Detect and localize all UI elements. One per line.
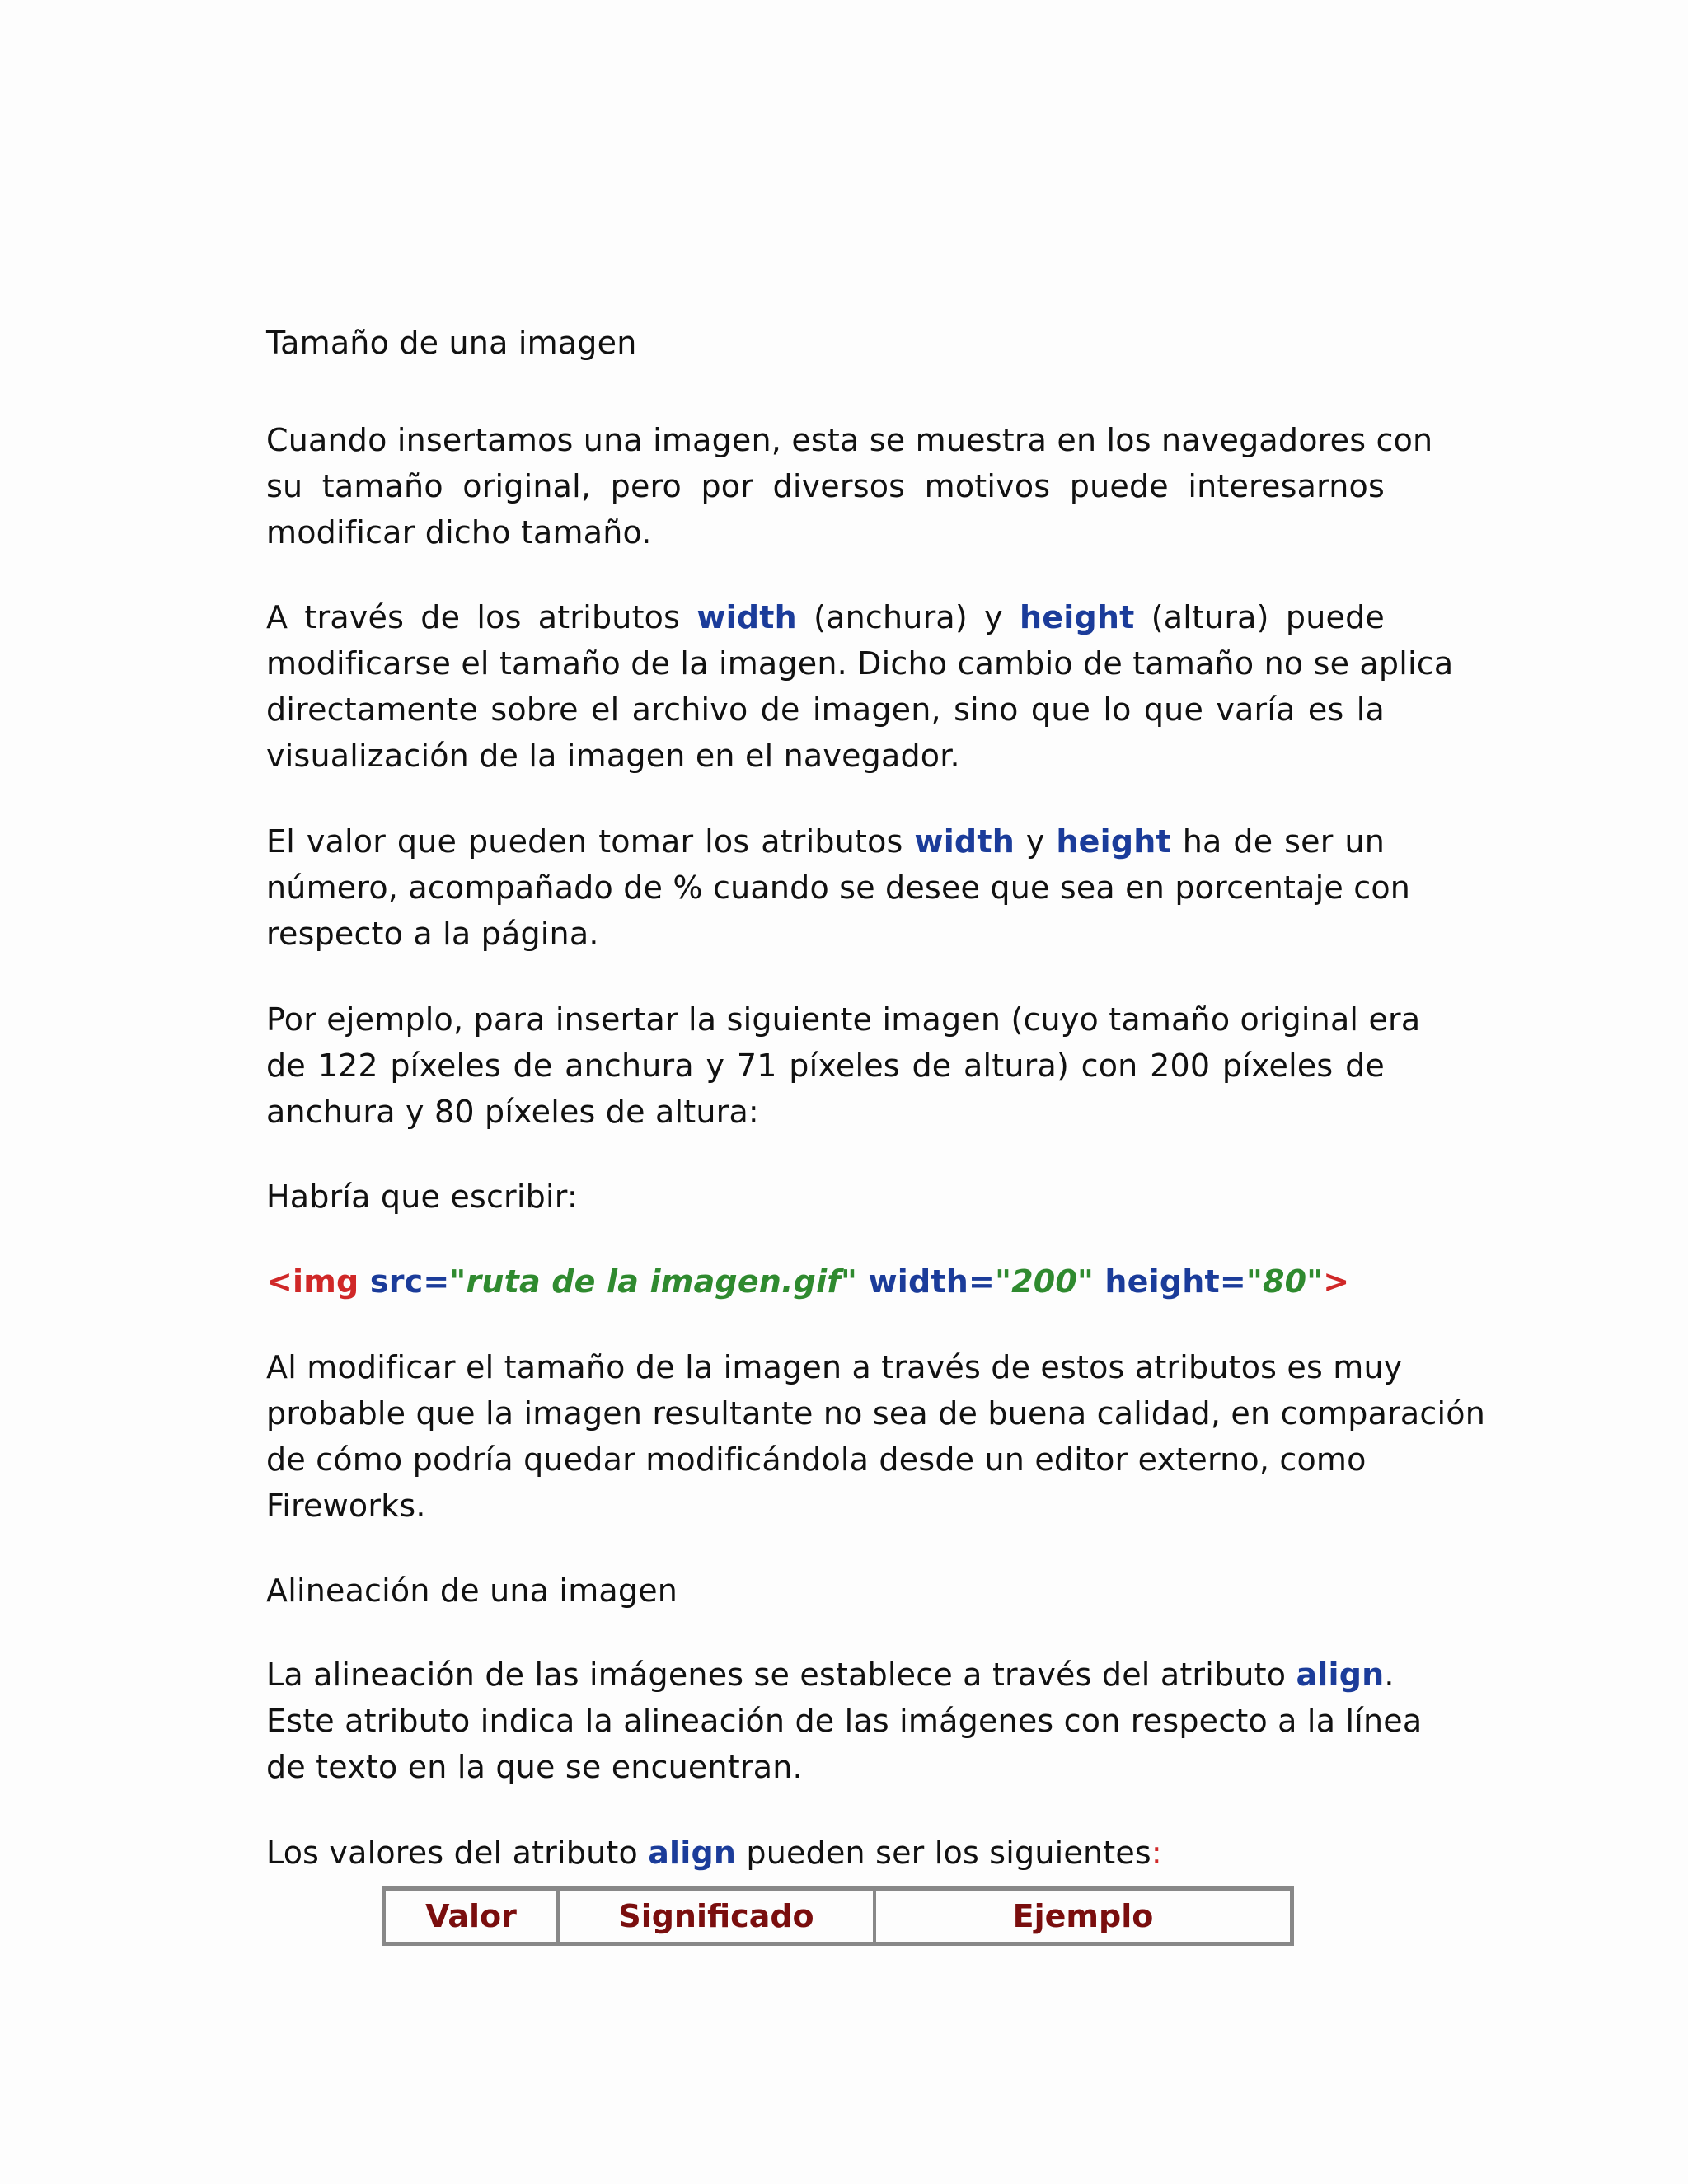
text-fragment: (altura) puede [1134, 599, 1385, 635]
paragraph-line: Habría que escribir: [266, 1179, 578, 1215]
heading-image-size: Tamaño de una imagen [266, 325, 637, 361]
text-fragment: La alineación de las imágenes se establece a través del atributo [266, 1657, 1296, 1693]
text-fragment: . [1384, 1657, 1395, 1693]
paragraph-line: respecto a la página. [266, 916, 599, 952]
keyword-align: align [1296, 1657, 1385, 1693]
paragraph-line: de 122 píxeles de anchura y 71 píxeles de altura) con 200 píxeles de [266, 1047, 1385, 1084]
paragraph-line: Por ejemplo, para insertar la siguiente imagen (cuyo tamaño original era [266, 1001, 1421, 1038]
text-fragment: pueden ser los siguientes [736, 1835, 1151, 1871]
code-tag-close: > [1323, 1263, 1350, 1300]
paragraph-line [266, 594, 1385, 640]
heading-image-alignment: Alineación de una imagen [266, 1572, 678, 1609]
paragraph-line [266, 1830, 1162, 1876]
text-fragment: ha de ser un [1170, 823, 1386, 860]
paragraph-line: visualización de la imagen en el navegador. [266, 738, 960, 774]
paragraph-line [266, 1652, 1395, 1698]
code-attr-height: height= [1094, 1263, 1246, 1300]
paragraph-line: su tamaño original, pero por diversos motivos puede interesarnos [266, 468, 1385, 504]
code-value-width: "200" [995, 1263, 1094, 1300]
keyword-align: align [648, 1835, 737, 1871]
table-header-significado: Significado [558, 1889, 874, 1943]
paragraph-line: número, acompañado de % cuando se desee que sea en porcentaje con [266, 869, 1411, 906]
text-fragment: Los valores del atributo [266, 1835, 649, 1871]
paragraph-line: Este atributo indica la alineación de las imágenes con respecto a la línea [266, 1703, 1423, 1739]
paragraph-line: Al modificar el tamaño de la imagen a través de estos atributos es muy [266, 1349, 1403, 1385]
table-header-row [384, 1889, 1292, 1943]
paragraph-line: directamente sobre el archivo de imagen, sino que lo que varía es la [266, 691, 1385, 728]
code-value-height: "80" [1245, 1263, 1324, 1300]
paragraph-line: anchura y 80 píxeles de altura: [266, 1094, 759, 1130]
text-fragment: A través de los atributos [266, 599, 697, 635]
paragraph-line [266, 818, 1385, 865]
table-header-ejemplo: Ejemplo [874, 1889, 1292, 1943]
keyword-width: width [914, 823, 1015, 860]
code-tag-open: <img [266, 1263, 359, 1300]
text-fragment: (anchura) y [796, 599, 1020, 635]
code-example [266, 1258, 1349, 1305]
text-fragment: El valor que pueden tomar los atributos [266, 823, 915, 860]
table-header-valor: Valor [384, 1889, 558, 1943]
paragraph-line: modificar dicho tamaño. [266, 514, 652, 551]
paragraph-line: probable que la imagen resultante no sea de buena calidad, en comparación [266, 1395, 1485, 1432]
text-fragment: : [1151, 1835, 1162, 1871]
paragraph-line: modificarse el tamaño de la imagen. Dicho cambio de tamaño no se aplica [266, 645, 1454, 682]
text-fragment: y [1014, 823, 1057, 860]
align-values-table [382, 1886, 1294, 1946]
code-attr-width: width= [857, 1263, 996, 1300]
keyword-height: height [1056, 823, 1171, 860]
code-attr-src: src= [359, 1263, 450, 1300]
paragraph-line: Cuando insertamos una imagen, esta se muestra en los navegadores con [266, 422, 1433, 458]
keyword-width: width [696, 599, 797, 635]
paragraph-line: Fireworks. [266, 1488, 426, 1524]
paragraph-line: de texto en la que se encuentran. [266, 1749, 803, 1785]
paragraph-line: de cómo podría quedar modificándola desde un editor externo, como [266, 1441, 1367, 1478]
code-value-src: "ruta de la imagen.gif" [449, 1263, 858, 1300]
keyword-height: height [1020, 599, 1135, 635]
